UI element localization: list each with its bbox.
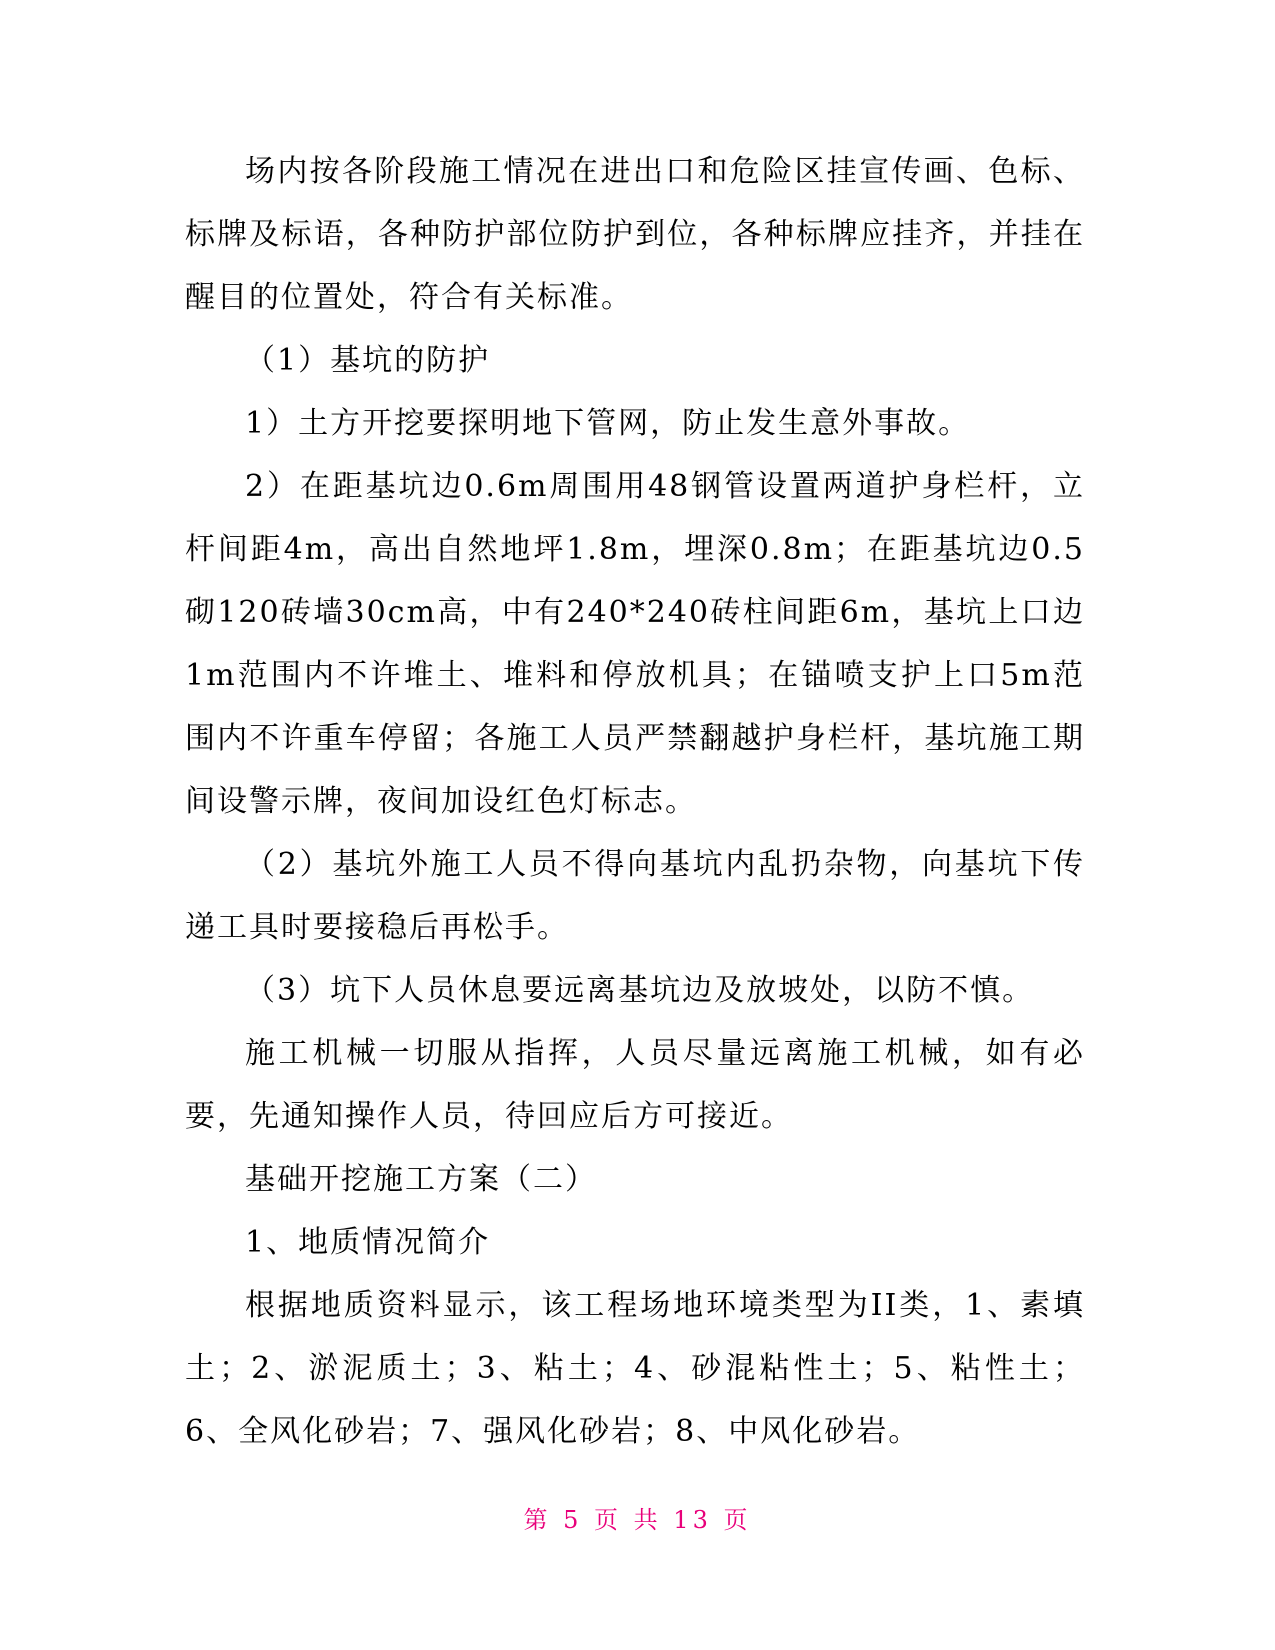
paragraph-geology-detail: 根据地质资料显示，该工程场地环境类型为II类，1、素填土；2、淤泥质土；3、粘土；4、砂混粘性土；5、粘性土；6、全风化砂岩；7、强风化砂岩；8、中风化砂岩。 xyxy=(185,1288,1085,1449)
heading-plan-two: 基础开挖施工方案（二） xyxy=(245,1162,597,1197)
paragraph-signage: 场内按各阶段施工情况在进出口和危险区挂宣传画、色标、标牌及标语，各种防护部位防护到位，各种标牌应挂齐，并挂在醒目的位置处，符合有关标准。 xyxy=(185,154,1085,315)
document-body xyxy=(185,140,1085,1463)
paragraph-rest-away: （3）坑下人员休息要远离基坑边及放坡处，以防不慎。 xyxy=(245,973,1035,1008)
heading-pit-protection: （1）基坑的防护 xyxy=(245,343,491,378)
paragraph-pipeline-check: 1）土方开挖要探明地下管网，防止发生意外事故。 xyxy=(245,406,971,441)
paragraph-railing-setup: 2）在距基坑边0.6m周围用48钢管设置两道护身栏杆，立杆间距4m，高出自然地坪1.8m，埋深0.8m；在距基坑边0.5砌120砖墙30cm高，中有240*240砖柱间距6m，基坑上口边1m范围内不许堆土、堆料和停放机具；在锚喷支护上口5m范围内不许重车停留；各施工人员严禁翻越护身栏杆，基坑施工期间设警示牌，夜间加设红色灯标志。 xyxy=(185,469,1085,819)
page-number-footer: 第 5 页 共 13 页 xyxy=(523,1506,752,1534)
paragraph-no-throwing: （2）基坑外施工人员不得向基坑内乱扔杂物，向基坑下传递工具时要接稳后再松手。 xyxy=(185,847,1085,945)
heading-geology: 1、地质情况简介 xyxy=(245,1225,491,1260)
paragraph-machinery: 施工机械一切服从指挥，人员尽量远离施工机械，如有必要，先通知操作人员，待回应后方可接近。 xyxy=(185,1036,1085,1134)
